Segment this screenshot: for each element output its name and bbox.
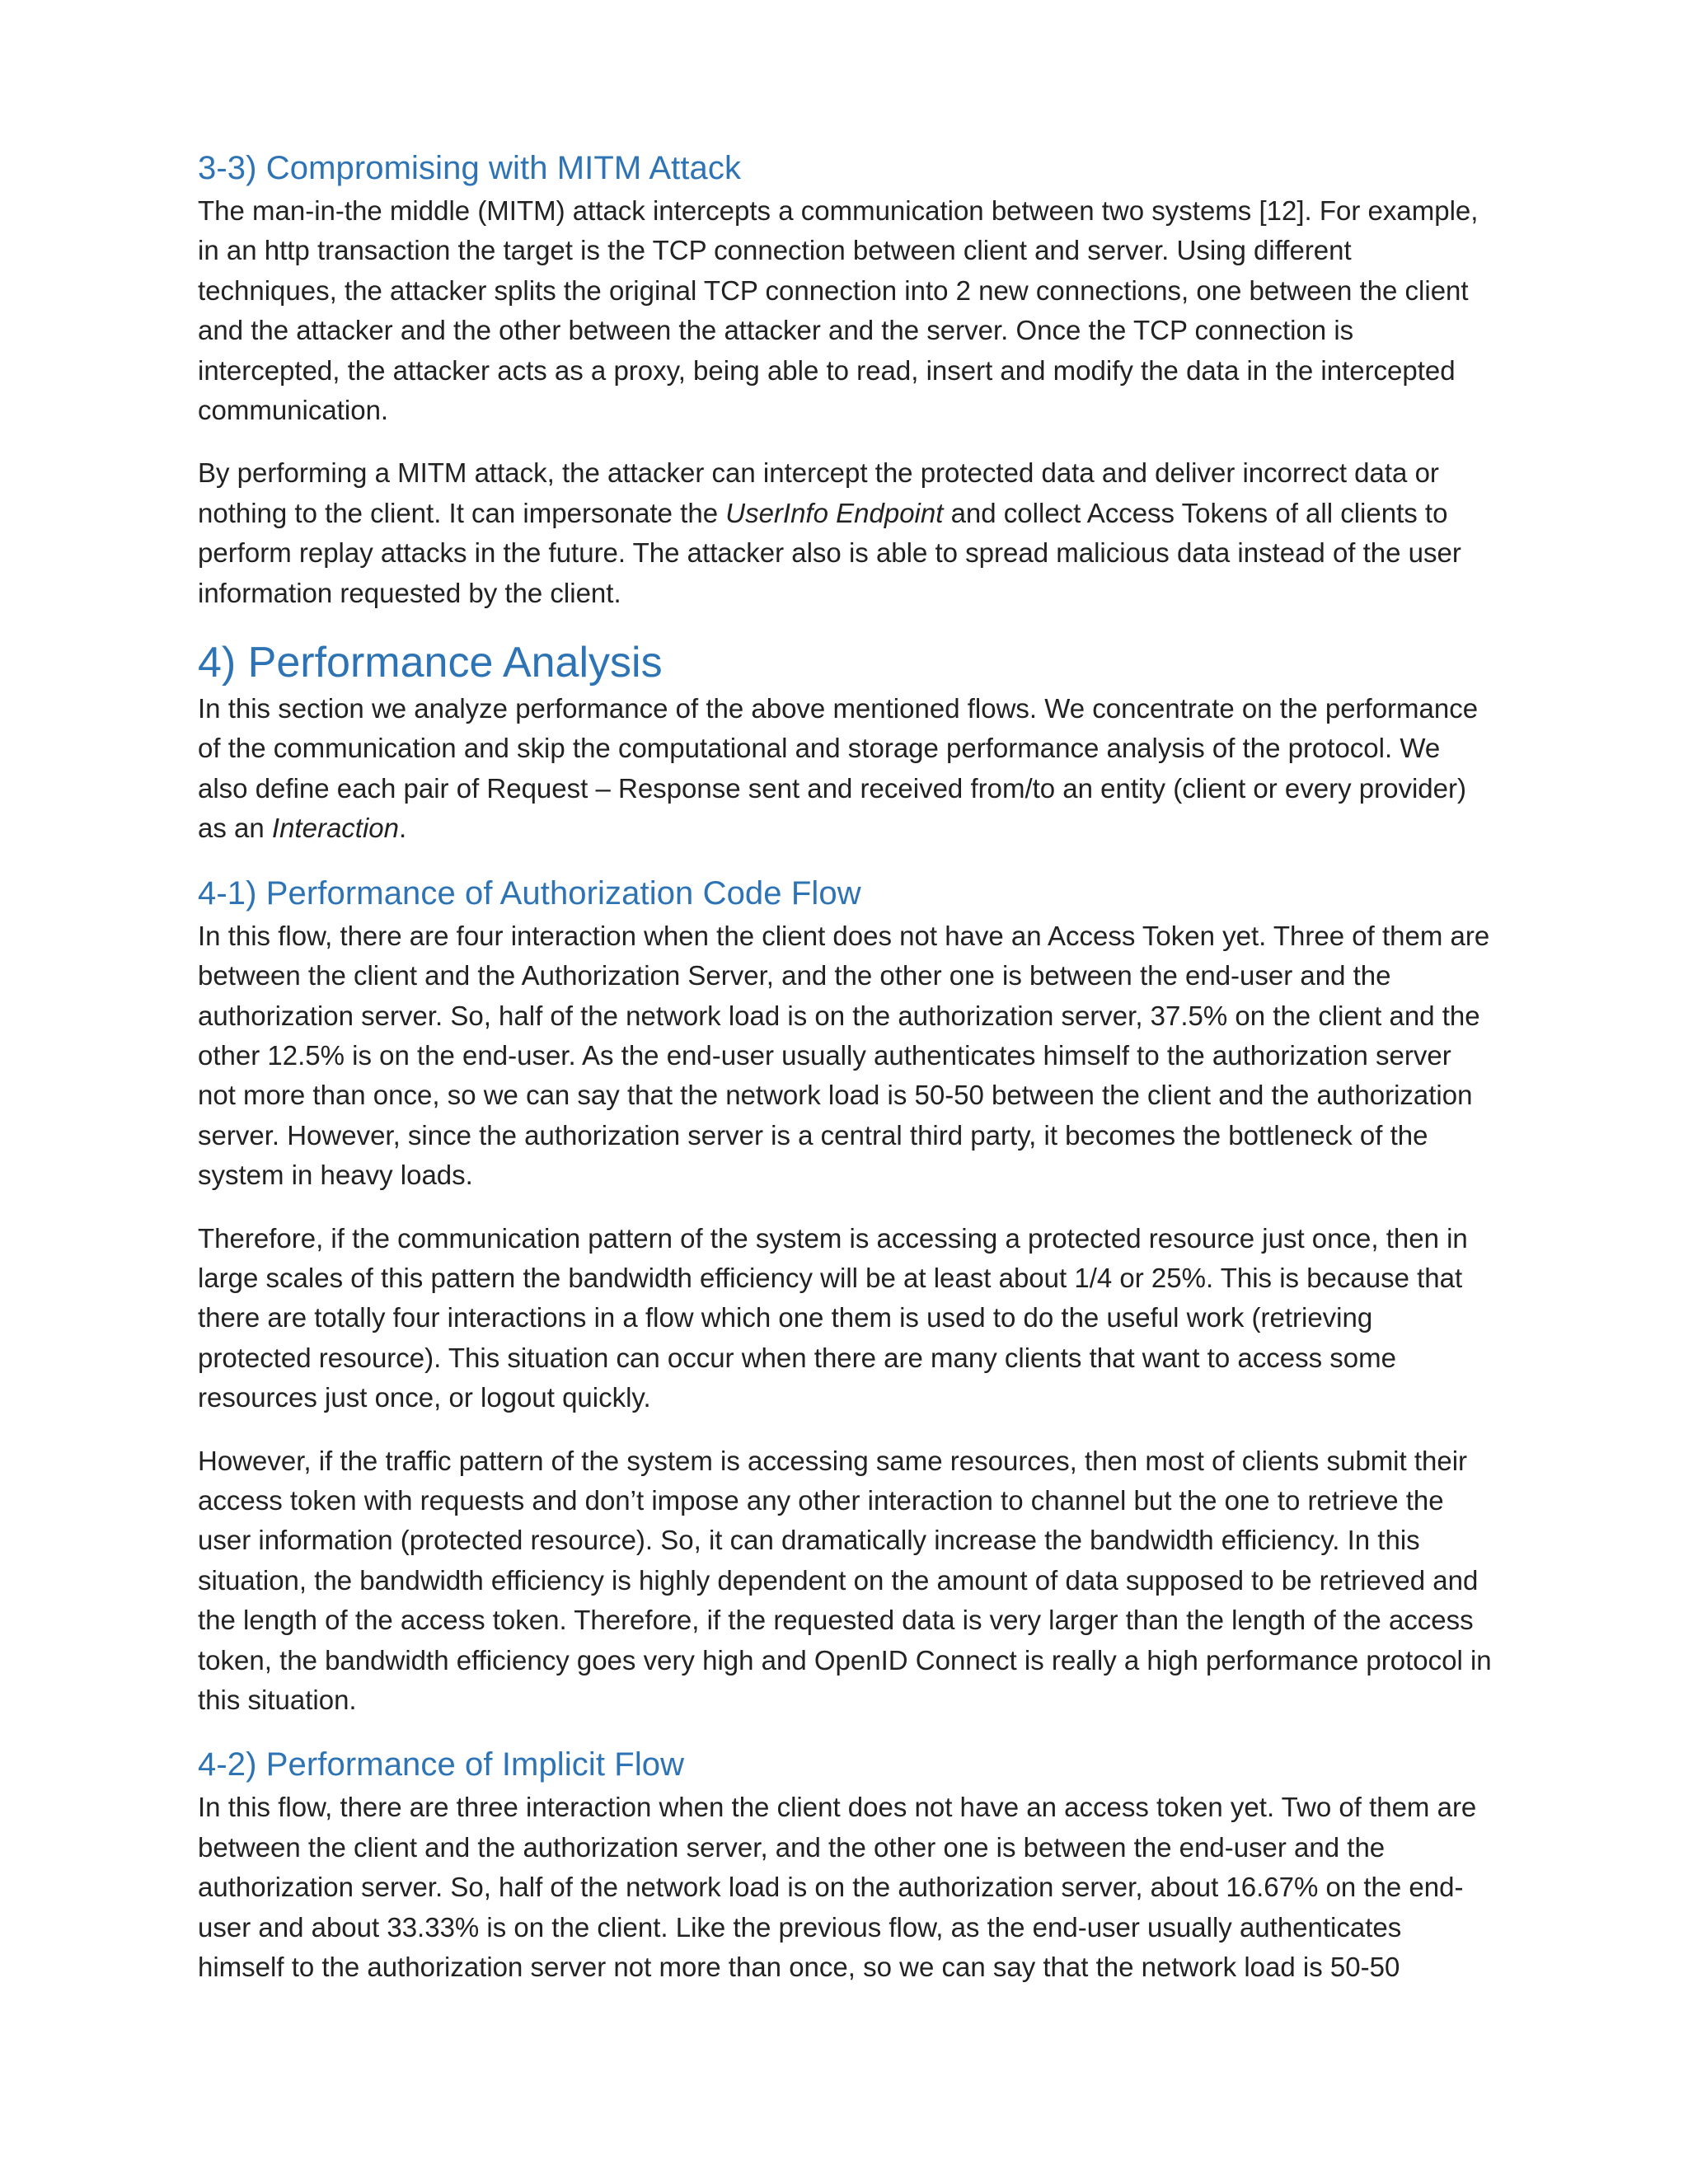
paragraph-4-2-1: In this flow, there are three interaction when the client does not have an access token yet. Two of them are between the client and the authorization server, and the other one is between the end-user and the authorization server. So, half of the network load is on the authorization server, about 16.67% on the end-user and about 33.33% is on the client. Like the previous flow, as the end-user usually authenticates himself to the authorization server not more than once, so we can say that the network load is 50-50 (198, 1792, 1477, 1983)
section-heading-4-1: 4-1) Performance of Authorization Code Flow (198, 874, 861, 912)
paragraph-4-1-text-a: In this section we analyze performance of the above mentioned flows. We concentrate on the performance of the communication and skip the computational and storage performance analysis of the protocol. We also define each pair of Request – Response sent and received from/to an entity (client or every provider) as an (198, 693, 1479, 844)
paragraph-4-1-3: However, if the traffic pattern of the system is accessing same resources, then most of clients submit their access token with requests and don’t impose any other interaction to channel but the one to retrieve the user information (protected resource). So, it can dramatically increase the bandwidth efficiency. In this situation, the bandwidth efficiency is highly dependent on the amount of data supposed to be retrieved and the length of the access token. Therefore, if the requested data is very larger than the length of the access token, the bandwidth efficiency goes very high and OpenID Connect is really a high performance protocol in this situation. (198, 1445, 1492, 1715)
section-heading-4: 4) Performance Analysis (198, 639, 663, 687)
section-heading-3-3: 3-3) Compromising with MITM Attack (198, 150, 742, 186)
paragraph-4-1-text-b: . (399, 813, 407, 844)
userinfo-endpoint-term: UserInfo Endpoint (725, 497, 944, 528)
paragraph-3-3-2-text-b: and collect Access Tokens of all clients to perform replay attacks in the future. The attacker also is able to spread malicious data instead of the user information requested by the client. (198, 497, 1461, 608)
paragraph-4-1-1: In this flow, there are four interaction when the client does not have an Access Token yet. Three of them are between the client and the Authorization Server, and the other one is between the end-user and the authorization server. So, half of the network load is on the authorization server, 37.5% on the client and the other 12.5% is on the end-user. As the end-user usually authenticates himself to the authorization server not more than once, so we can say that the network load is 50-50 between the client and the authorization server. However, since the authorization server is a central third party, it becomes the bottleneck of the system in heavy loads. (198, 920, 1490, 1191)
paragraph-4-1 (198, 689, 1492, 849)
paragraph-4-1-2: Therefore, if the communication pattern of the system is accessing a protected resource just once, then in large scales of this pattern the bandwidth efficiency will be at least about 1/4 or 25%. This is because that there are totally four interactions in a flow which one them is used to do the useful work (retrieving protected resource). This situation can occur when there are many clients that want to access some resources just once, or logout quickly. (198, 1222, 1468, 1413)
paragraph-3-3-2-text-a: By performing a MITM attack, the attacker can intercept the protected data and deliver incorrect data or nothing to the client. It can impersonate the (198, 457, 1439, 528)
paragraph-3-3-2 (198, 453, 1492, 613)
paragraph-3-3-1: The man-in-the middle (MITM) attack intercepts a communication between two systems [12]. For example, in an http transaction the target is the TCP connection between client and server. Using different techniques, the attacker splits the original TCP connection into 2 new connections, one between the client and the attacker and the other between the attacker and the server. Once the TCP connection is intercepted, the attacker acts as a proxy, being able to read, insert and modify the data in the intercepted communication. (198, 195, 1479, 426)
section-heading-4-2: 4-2) Performance of Implicit Flow (198, 1746, 685, 1783)
interaction-term: Interaction (271, 813, 399, 844)
